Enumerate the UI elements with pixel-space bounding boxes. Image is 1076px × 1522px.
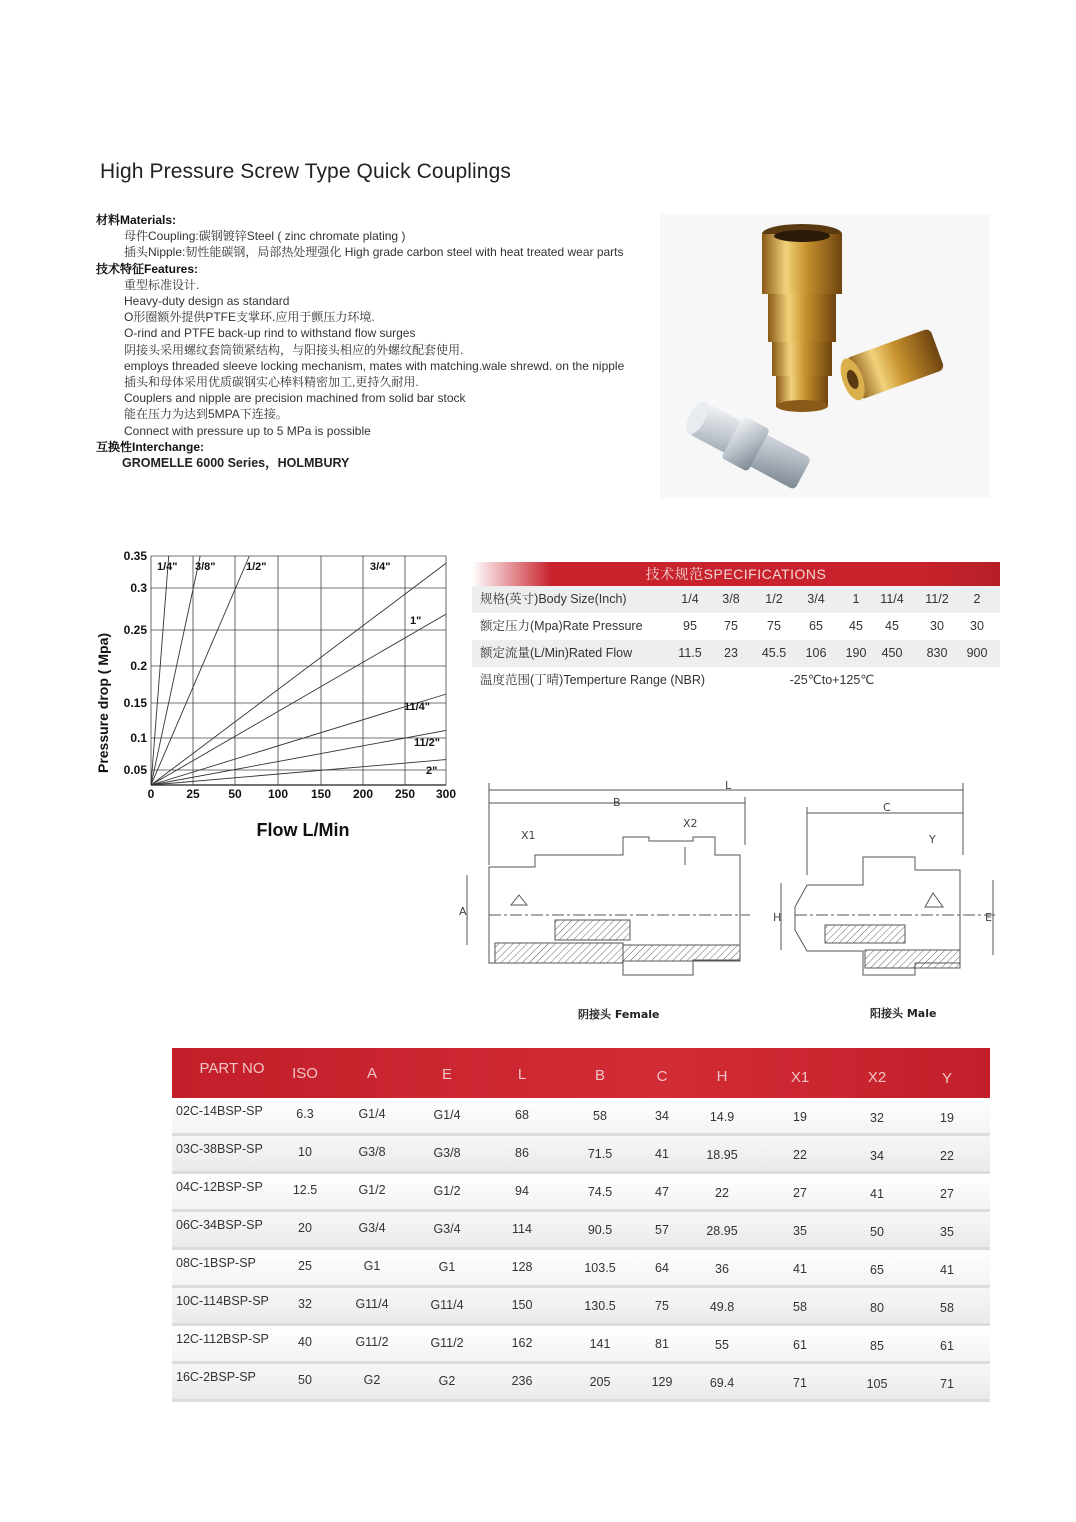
parts-cell: 71.5 — [587, 1146, 613, 1161]
parts-cell: 105 — [866, 1376, 888, 1391]
parts-column-header: X1 — [790, 1068, 810, 1086]
table-row — [172, 1326, 990, 1364]
series-line — [151, 730, 446, 785]
parts-cell: G2 — [438, 1373, 456, 1388]
spec-cell: 45 — [849, 619, 863, 633]
male-label: 阳接头 Male — [870, 1007, 937, 1020]
y-tick-label: 0.1 — [130, 731, 147, 745]
parts-cell: G1/4 — [358, 1107, 386, 1121]
spec-cell: 3/4 — [807, 592, 825, 606]
materials-heading: 材料Materials: — [96, 213, 177, 227]
y-tick-label: 0.2 — [130, 659, 147, 673]
x-axis-label: Flow L/Min — [256, 820, 350, 840]
chart-series — [151, 556, 446, 785]
parts-cell: 81 — [655, 1337, 669, 1351]
dim-label: E — [985, 911, 992, 924]
parts-cell: 32 — [298, 1296, 312, 1311]
specifications-table — [472, 562, 1000, 694]
parts-column-header: A — [366, 1065, 377, 1083]
parts-cell: 71 — [793, 1376, 807, 1390]
x-tick-label: 100 — [267, 787, 289, 801]
dim-label: C — [883, 801, 891, 814]
parts-cell: G1/2 — [358, 1183, 386, 1197]
materials-line: 插头Nipple:韧性能碳钢，局部热处理强化 High grade carbon steel with heat treated wear parts — [124, 245, 624, 260]
spec-cell: 23 — [724, 646, 738, 660]
parts-column-header: PART NO — [199, 1060, 265, 1077]
parts-cell: 64 — [655, 1261, 669, 1275]
parts-cell: 150 — [511, 1298, 533, 1312]
spec-cell: 75 — [724, 619, 738, 633]
parts-cell: 90.5 — [587, 1222, 613, 1237]
spec-row-label: 温度范围(丁晴)Temperture Range (NBR) — [480, 673, 706, 687]
series-label: 3/8" — [195, 561, 216, 573]
parts-cell: 49.8 — [709, 1299, 735, 1314]
parts-cell: 103.5 — [584, 1260, 616, 1275]
parts-cell: 19 — [940, 1111, 954, 1125]
parts-cell: 41 — [940, 1263, 954, 1277]
y-tick-label: 0.15 — [123, 696, 147, 710]
series-label: 1" — [410, 615, 422, 627]
parts-cell: 55 — [715, 1337, 729, 1352]
table-row — [172, 1174, 990, 1212]
series-line — [151, 760, 446, 785]
spec-cell: 30 — [930, 619, 944, 633]
parts-cell: 22 — [793, 1148, 807, 1162]
parts-cell: 06C-34BSP-SP — [176, 1218, 263, 1232]
dim-label: X1 — [521, 829, 536, 842]
spec-row — [472, 613, 1000, 640]
parts-cell: G11/2 — [430, 1335, 464, 1350]
y-axis-label: Pressure drop ( Mpa) — [95, 632, 111, 774]
pressure-drop-chart — [88, 548, 463, 848]
parts-column-header: C — [656, 1067, 668, 1085]
parts-cell: G3/8 — [358, 1145, 386, 1159]
spec-cell: 450 — [881, 646, 903, 660]
parts-cell: 40 — [298, 1334, 312, 1349]
x-tick-label: 300 — [435, 787, 457, 801]
parts-cell: 71 — [940, 1377, 954, 1391]
series-label: 11/2" — [414, 737, 441, 749]
x-tick-label: 200 — [352, 787, 374, 801]
parts-cell: 65 — [870, 1262, 884, 1277]
y-tick-label: 0.3 — [130, 581, 147, 595]
feature-line: 插头和母体采用优质碳钢实心棒料精密加工,更持久耐用. — [124, 375, 419, 390]
spec-row-label: 额定压力(Mpa)Rate Pressure — [480, 619, 643, 633]
spec-cell: 900 — [966, 646, 988, 660]
parts-cell: 57 — [655, 1223, 669, 1237]
feature-line: O-rind and PTFE back-up rind to withstand flow surges — [124, 326, 416, 341]
parts-cell: 58 — [940, 1301, 954, 1315]
parts-cell: 41 — [655, 1147, 669, 1161]
table-row — [172, 1288, 990, 1326]
parts-header — [172, 1048, 990, 1098]
parts-column-header: ISO — [292, 1064, 318, 1082]
parts-cell: G1 — [438, 1259, 456, 1274]
parts-column-header: H — [716, 1068, 728, 1086]
spec-cell: 45.5 — [761, 646, 787, 660]
y-tick-label: 0.05 — [123, 763, 147, 777]
dim-label: L — [725, 779, 732, 792]
parts-cell: G1/4 — [433, 1107, 461, 1122]
spec-cell: 95 — [683, 619, 697, 633]
spec-cell: 65 — [809, 619, 823, 633]
interchange-heading: 互换性Interchange: — [96, 439, 205, 454]
y-tick-label: 0.25 — [123, 623, 147, 637]
parts-cell: 141 — [589, 1336, 611, 1351]
parts-cell: 75 — [655, 1299, 669, 1313]
parts-column-header: Y — [941, 1070, 952, 1087]
parts-cell: 28.95 — [706, 1223, 738, 1238]
parts-table — [172, 1048, 990, 1402]
dim-label: X2 — [683, 817, 698, 830]
parts-cell: 129 — [651, 1375, 673, 1389]
table-row — [172, 1212, 990, 1250]
dim-label: B — [613, 796, 621, 809]
spec-cell: 1/4 — [681, 592, 699, 606]
x-tick-label: 250 — [394, 787, 416, 801]
features-heading: 技术特征Features: — [96, 261, 199, 276]
parts-cell: 08C-1BSP-SP — [176, 1256, 256, 1270]
dim-label: H — [773, 911, 782, 924]
parts-cell: 19 — [793, 1110, 807, 1124]
dim-label: A — [459, 905, 467, 918]
spec-cell: 3/8 — [722, 592, 740, 606]
technical-drawing — [455, 775, 1015, 1025]
series-label: 3/4" — [370, 561, 391, 573]
parts-cell: G1 — [363, 1259, 381, 1273]
spec-cell: 11/2 — [925, 592, 949, 606]
table-row — [172, 1364, 990, 1402]
spec-cell: 106 — [805, 646, 827, 660]
parts-column-header: E — [441, 1065, 452, 1083]
parts-cell: 02C-14BSP-SP — [176, 1104, 263, 1118]
parts-cell: 94 — [515, 1184, 529, 1198]
parts-cell: G3/4 — [358, 1221, 386, 1235]
spec-cell: 11/4 — [880, 592, 904, 606]
feature-line: 重型标准设计. — [124, 277, 200, 292]
parts-cell: G11/4 — [355, 1297, 389, 1311]
parts-column-header: X2 — [867, 1069, 887, 1087]
parts-cell: 34 — [655, 1109, 669, 1123]
parts-cell: 41 — [793, 1262, 807, 1276]
parts-cell: 14.9 — [709, 1109, 735, 1124]
parts-column-header: B — [594, 1067, 605, 1084]
parts-cell: 58 — [793, 1300, 807, 1314]
spec-header: 技术规范SPECIFICATIONS — [472, 562, 1000, 586]
parts-cell: 74.5 — [587, 1184, 613, 1199]
chart-grid — [151, 556, 446, 785]
page-title: High Pressure Screw Type Quick Couplings — [100, 160, 511, 183]
parts-cell: 128 — [511, 1260, 533, 1274]
parts-cell: 162 — [511, 1336, 533, 1350]
spec-cell: 190 — [845, 646, 867, 660]
parts-cell: 22 — [715, 1185, 729, 1200]
parts-cell: 47 — [655, 1185, 669, 1199]
spec-row-label: 额定流量(L/Min)Rated Flow — [480, 646, 633, 660]
parts-cell: G3/4 — [433, 1221, 461, 1236]
x-tick-label: 25 — [186, 787, 200, 801]
parts-cell: 34 — [870, 1148, 884, 1163]
spec-cell: 75 — [767, 619, 781, 633]
parts-cell: G2 — [363, 1373, 381, 1387]
parts-cell: 32 — [870, 1110, 884, 1125]
parts-cell: G3/8 — [433, 1145, 461, 1160]
parts-cell: 50 — [870, 1224, 884, 1239]
y-tick-label: 0.35 — [123, 549, 147, 563]
parts-cell: 61 — [793, 1338, 807, 1352]
parts-cell: 18.95 — [706, 1147, 738, 1162]
parts-column-header: L — [517, 1066, 527, 1084]
spec-row — [472, 667, 1000, 694]
spec-row-label: 规格(英寸)Body Size(Inch) — [480, 592, 627, 606]
feature-line: 阴接头采用螺纹套筒锁紧结构，与阳接头相应的外螺纹配套使用. — [124, 342, 464, 357]
parts-cell: 50 — [298, 1372, 312, 1387]
product-photo — [660, 214, 990, 498]
parts-cell: 114 — [512, 1222, 532, 1236]
table-row — [172, 1098, 990, 1136]
parts-cell: 69.4 — [709, 1375, 735, 1390]
spec-cell: 1/2 — [765, 592, 783, 606]
parts-cell: 58 — [593, 1108, 607, 1123]
parts-cell: 27 — [793, 1186, 807, 1200]
parts-cell: 86 — [515, 1146, 529, 1160]
parts-cell: G11/2 — [355, 1335, 389, 1349]
parts-cell: 36 — [715, 1261, 729, 1276]
parts-cell: 10C-114BSP-SP — [176, 1294, 269, 1308]
parts-cell: G11/4 — [430, 1297, 464, 1312]
parts-cell: 236 — [511, 1374, 533, 1388]
series-line — [151, 694, 446, 785]
x-tick-label: 50 — [228, 787, 242, 801]
spec-cell: 1 — [852, 592, 860, 606]
parts-cell: 61 — [940, 1339, 954, 1353]
parts-cell: 6.3 — [296, 1106, 314, 1121]
x-tick-label: 0 — [147, 787, 155, 801]
spec-cell: 2 — [973, 592, 981, 606]
spec-cell: 30 — [970, 619, 984, 633]
x-tick-label: 150 — [310, 787, 332, 801]
spec-cell: 45 — [885, 619, 899, 633]
parts-cell: 80 — [870, 1300, 884, 1315]
feature-line: Couplers and nipple are precision machined from solid bar stock — [124, 391, 466, 406]
spec-row — [472, 586, 1000, 613]
parts-cell: 22 — [940, 1149, 954, 1163]
feature-line: Connect with pressure up to 5 MPa is possible — [124, 423, 371, 438]
series-label: 2" — [426, 765, 438, 777]
parts-cell: 20 — [298, 1220, 312, 1235]
feature-line: Heavy-duty design as standard — [124, 294, 290, 309]
dim-label: Y — [929, 833, 936, 846]
table-row — [172, 1250, 990, 1288]
parts-cell: G1/2 — [433, 1183, 461, 1198]
parts-cell: 16C-2BSP-SP — [176, 1370, 256, 1384]
spec-cell: 830 — [926, 646, 948, 660]
intro-text — [96, 212, 666, 471]
feature-line: 能在压力为达到5MPA下连接。 — [124, 407, 288, 422]
parts-cell: 68 — [515, 1108, 529, 1122]
parts-cell: 04C-12BSP-SP — [176, 1180, 263, 1194]
parts-cell: 27 — [940, 1187, 954, 1201]
parts-cell: 12C-112BSP-SP — [176, 1332, 269, 1346]
parts-cell: 130.5 — [584, 1298, 616, 1313]
table-row — [172, 1136, 990, 1174]
feature-line: employs threaded sleeve locking mechanism, mates with matching.wale shrewd. on the nipple — [124, 358, 625, 373]
parts-cell: 25 — [298, 1258, 312, 1273]
series-line — [151, 614, 446, 785]
parts-cell: 41 — [870, 1186, 884, 1201]
series-label: 11/4" — [404, 701, 431, 713]
series-label: 1/4" — [157, 561, 178, 573]
spec-row — [472, 640, 1000, 667]
spec-cell: 11.5 — [678, 646, 702, 660]
parts-cell: 205 — [589, 1374, 611, 1389]
spec-range-cell: -25℃to+125℃ — [789, 673, 875, 687]
interchange-value: GROMELLE 6000 Series，HOLMBURY — [122, 456, 350, 471]
parts-cell: 12.5 — [292, 1182, 318, 1197]
parts-cell: 10 — [298, 1144, 312, 1159]
parts-cell: 35 — [793, 1224, 807, 1238]
parts-cell: 35 — [940, 1225, 954, 1239]
series-line — [151, 563, 446, 785]
parts-cell: 85 — [870, 1338, 884, 1353]
materials-line: 母件Coupling:碳钢镀锌Steel ( zinc chromate plating ) — [124, 229, 406, 244]
female-label: 阴接头 Female — [578, 1008, 660, 1021]
feature-line: O形圈额外提供PTFE支掌环.应用于颤压力环境. — [124, 310, 375, 325]
series-label: 1/2" — [246, 561, 267, 573]
parts-cell: 03C-38BSP-SP — [176, 1142, 263, 1156]
